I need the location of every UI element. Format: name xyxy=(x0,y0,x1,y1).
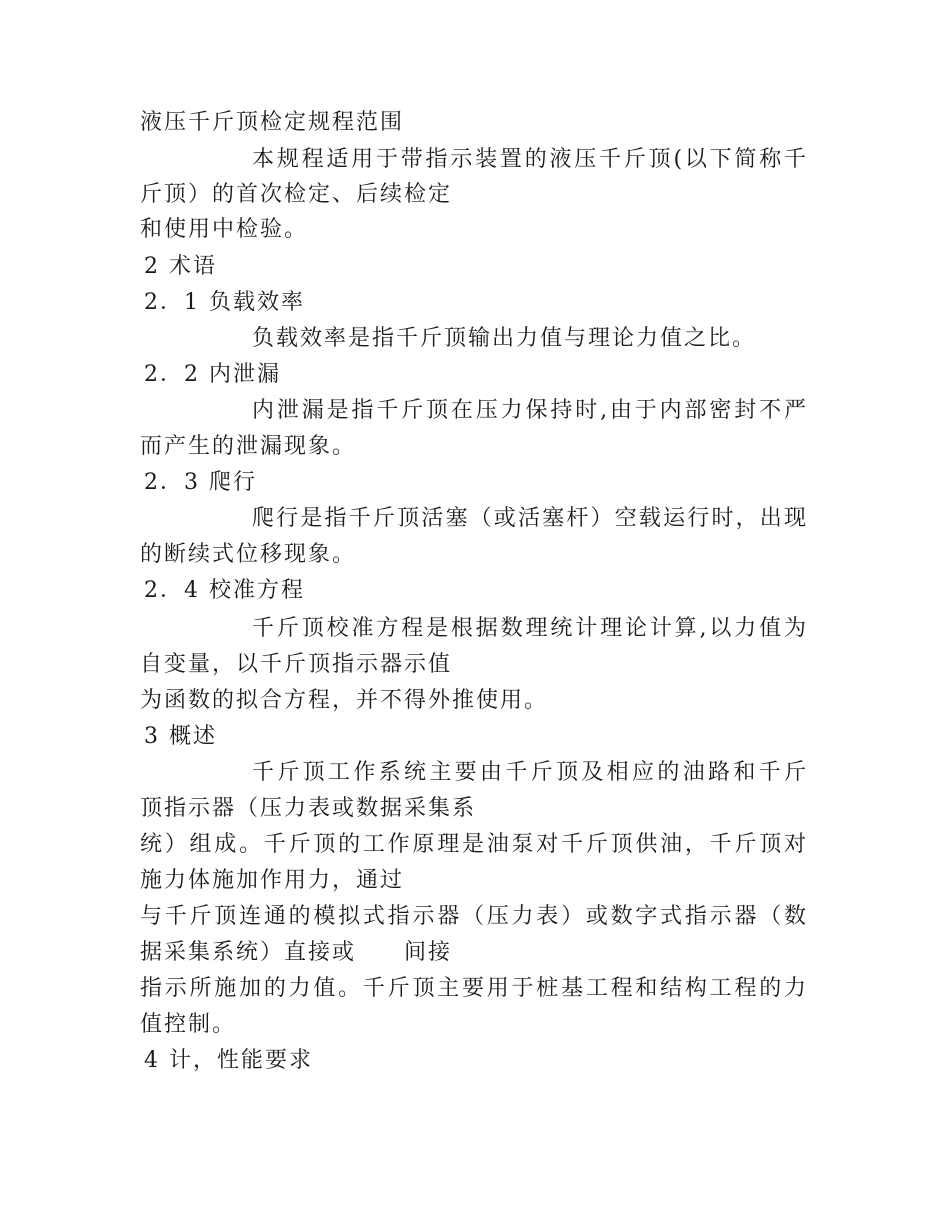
paragraph-line: 为函数的拟合方程，并不得外推使用。 xyxy=(140,688,549,713)
paragraph-line: 而产生的泄漏现象。 xyxy=(140,434,357,459)
paragraph-line: 的断续式位移现象。 xyxy=(140,542,357,567)
paragraph-line: 爬行是指千斤顶活塞（或活塞杆）空载运行时，出现 xyxy=(252,506,808,531)
subsection-heading: 2．1 负载效率 xyxy=(144,290,305,315)
paragraph-line: 据采集系统）直接或 间接 xyxy=(140,940,453,965)
paragraph-line: 施力体施加作用力，通过 xyxy=(140,868,405,893)
paragraph-line: 与千斤顶连通的模拟式指示器（压力表）或数字式指示器（数 xyxy=(140,904,808,929)
paragraph-line: 斤顶）的首次检定、后续检定 xyxy=(140,182,453,207)
section-heading: 2 术语 xyxy=(144,254,217,279)
paragraph-line: 本规程适用于带指示装置的液压千斤顶(以下简称千 xyxy=(252,147,808,172)
paragraph-line: 千斤顶工作系统主要由千斤顶及相应的油路和千斤 xyxy=(252,760,808,785)
section-heading: 3 概述 xyxy=(144,724,217,749)
paragraph-line: 千斤顶校准方程是根据数理统计理论计算,以力值为 xyxy=(252,616,808,641)
paragraph-line: 统）组成。千斤顶的工作原理是油泵对千斤顶供油，千斤顶对 xyxy=(140,832,808,857)
section-heading: 4 计，性能要求 xyxy=(144,1048,313,1073)
paragraph-line: 顶指示器（压力表或数据采集系 xyxy=(140,796,477,821)
subsection-heading: 2．4 校准方程 xyxy=(144,578,305,603)
subsection-heading: 2．2 内泄漏 xyxy=(144,362,281,387)
paragraph-line: 值控制。 xyxy=(140,1012,237,1037)
subsection-heading: 2．3 爬行 xyxy=(144,470,257,495)
paragraph-line: 内泄漏是指千斤顶在压力保持时,由于内部密封不严 xyxy=(252,398,808,423)
paragraph-line: 指示所施加的力值。千斤顶主要用于桩基工程和结构工程的力 xyxy=(140,976,808,1001)
paragraph-line: 和使用中检验。 xyxy=(140,217,309,242)
paragraph-line: 自变量，以千斤顶指示器示值 xyxy=(140,652,453,677)
document-title: 液压千斤顶检定规程范围 xyxy=(140,110,405,135)
paragraph-line: 负载效率是指千斤顶输出力值与理论力值之比。 xyxy=(252,326,757,351)
